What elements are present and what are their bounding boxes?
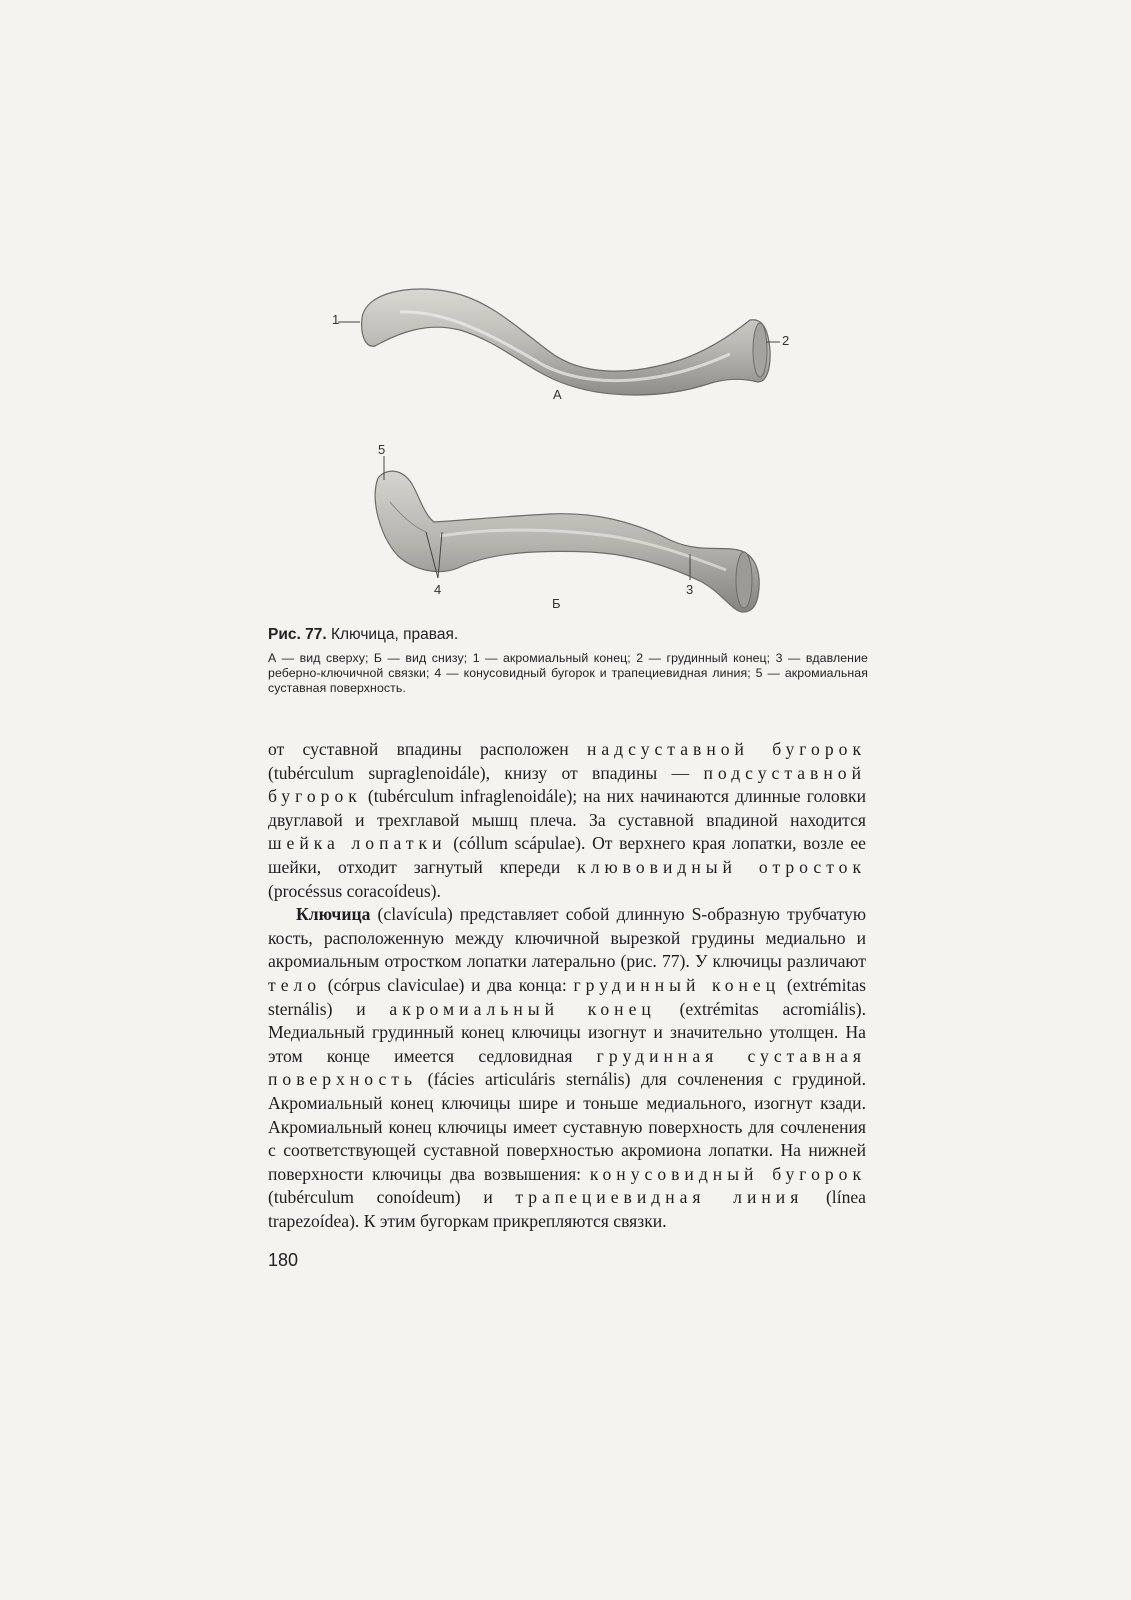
figure-caption (268, 626, 868, 696)
body-text (268, 738, 866, 1233)
term-acromial-end: акромиальный конец (389, 998, 656, 1019)
figure-label-3: 3 (686, 582, 694, 597)
term-trapezoid-line: трапециевидная линия (515, 1187, 804, 1208)
text-span: (extrémitas sternális) и (268, 974, 866, 1019)
figure-label-view-b: Б (552, 596, 561, 611)
text-span: (tubérculum infraglenoidále); на них начинаются длинные головки двуглавой и трехглавой мышц плеча. За суставной впадиной находится (268, 786, 866, 830)
text-span: от суставной впадины расположен (268, 739, 587, 759)
text-span: (línea trapezoídea). К этим бугоркам прикрепляются связки. (268, 1187, 866, 1231)
term-sternal-end: грудинный конец (573, 974, 781, 995)
term-conoid-tubercle: конусовидный бугорок (589, 1163, 867, 1184)
clavicle-view-b (375, 471, 759, 612)
figure-label-view-a: А (553, 387, 562, 402)
text-span: (clavícula) представляет собой длинную S-образную трубчатую кость, расположенную между ключичной вырезкой грудины медиально и акромиальным отростком лопатки латерально (рис. 77). У ключицы различают (268, 904, 866, 972)
text-span: (extrémitas acromiális). Медиальный грудинный конец ключицы изогнут и значительно утолщен. На этом конце имеется седловидная (268, 998, 866, 1066)
text-span: (cóllum scápulae). От верхнего края лопатки, возле ее шейки, отходит загнутый кпереди (268, 833, 866, 877)
caption-figure-title: Ключица, правая. (326, 626, 459, 643)
text-span: (fácies articuláris sternális) для сочленения с грудиной. Акромиальный конец ключицы шире и тоньше медиального, изогнут кзади. Акромиальный конец ключицы имеет суставную поверхность для сочленения с соответствующей суставной поверхностью акромиона лопатки. На нижней поверхности ключицы два возвышения: (268, 1069, 866, 1184)
term-sternal-articular-surface: грудинная суставная поверхность (268, 1045, 866, 1090)
text-span: (tubérculum conoídeum) и (268, 1187, 516, 1208)
figure-label-5: 5 (378, 442, 386, 457)
caption-title (268, 626, 868, 644)
page-number: 180 (268, 1250, 299, 1270)
text-span: (córpus claviculae) и два конца: (321, 974, 574, 995)
paragraph-clavicle (268, 903, 866, 1233)
paragraph-scapula (268, 738, 866, 903)
term-infraglenoid-tubercle: подсуставной бугорок (268, 762, 866, 807)
text-span: (procéssus coracoídeus). (268, 880, 441, 901)
term-scapula-neck: шейка лопатки (268, 833, 447, 854)
term-coracoid-process: клювовидный отросток (577, 856, 867, 877)
term-clavicle-heading: Ключица (296, 904, 371, 925)
caption-legend: А — вид сверху; Б — вид снизу; 1 — акромиальный конец; 2 — грудинный конец; 3 — вдавление реберно-ключичной связки; 4 — конусовидный бугорок и трапециевидная линия; 5 — акромиальная суставная поверхность. (268, 651, 868, 695)
term-body: тело (268, 974, 322, 995)
figure-label-1: 1 (332, 312, 340, 327)
clavicle-illustration (330, 270, 810, 630)
clavicle-view-a (362, 289, 771, 395)
term-supraglenoid-tubercle: надсуставной бугорок (586, 739, 866, 759)
caption-figure-number: Рис. 77. (268, 626, 327, 643)
figure-label-4: 4 (434, 582, 442, 597)
clavicle-figure (330, 270, 810, 630)
figure-label-2: 2 (782, 333, 790, 348)
text-span: (tubérculum supraglenoidále), книзу от впадины — (268, 762, 704, 783)
